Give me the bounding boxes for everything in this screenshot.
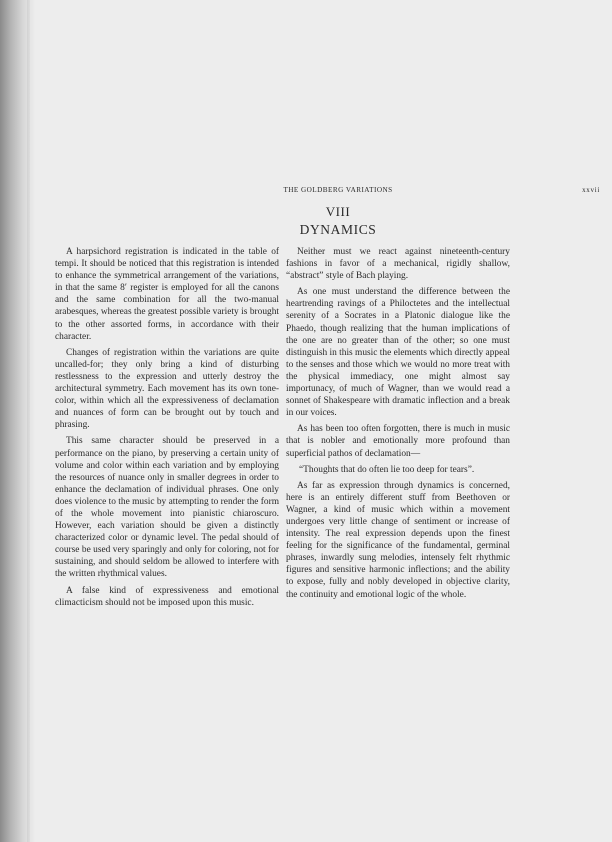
paragraph: A false kind of expressiveness and emotional climacticism should not be imposed upon this music. [55, 585, 279, 608]
right-column [286, 246, 510, 605]
paragraph: As one must understand the difference between the heartrending ravings of a Philoctetes and the intellectual serenity of a Socrates in a Platonic dialogue like the Phaedo, though realizing that the human implications of the one are no greater than of the other; so one must distinguish in this music the elements which directly appeal to the senses and those which we would no more treat with the physical immediacy, one might almost say importunacy, of much of Wagner, than we would read a sonnet of Shakespeare with dramatic inflection and a break in our voices. [286, 287, 510, 419]
paragraph: Changes of registration within the variations are quite uncalled-for; they only bring a kind of disturbing restlessness to the expression and utterly destroy the architectural symmetry. Each movement has its own tone-color, within which all the expressiveness of declamation and nuances of form can be brought out by touch and phrasing. [55, 347, 279, 431]
paragraph: Neither must we react against nineteenth-century fashions in favor of a mechanical, rigidly shallow, “abstract” style of Bach playing. [286, 247, 510, 282]
paragraph: A harpsichord registration is indicated in the table of tempi. It should be noticed that this registration is intended to enhance the symmetrical arrangement of the variations, in that the same 8′ register is employed for all the canons and the same combination for all the two-manual arabesques, whereas the greatest possible variety is brought to the other assorted forms, in accordance with their character. [55, 247, 279, 342]
section-numeral: VIII [325, 204, 351, 219]
quotation: “Thoughts that do often lie too deep for tears”. [299, 464, 475, 475]
left-column [55, 246, 279, 613]
paragraph: This same character should be preserved in a performance on the piano, by preserving a certain unity of volume and color within each variation and by employing the resources of nuance only in smaller degrees in order to enhance the declamation of individual phrases. One only does violence to the music by attempting to render the form of the whole movement into pianistic chiaroscuro. However, each variation should be given a distinctly characterized color or dynamic level. The pedal should of course be used very sparingly and only for coloring, not for sustaining, and should seldom be allowed to interfere with the written rhythmical values. [55, 436, 279, 580]
section-title: DYNAMICS [299, 222, 377, 237]
paragraph: As has been too often forgotten, there is much in music that is nobler and emotionally more profound than superficial pathos of declamation— [286, 424, 510, 459]
page-number: xxvii [582, 186, 600, 194]
gutter-shadow [27, 0, 35, 842]
book-spine-shadow [0, 0, 30, 842]
paragraph: As far as expression through dynamics is concerned, here is an entirely different stuff from Beethoven or Wagner, a kind of music which within a movement undergoes very little change of sentiment or increase of intensity. The real expression depends upon the finest feeling for the significance of the fundamental, germinal phrases, inwardly sung melodies, intensely felt rhythmic figures and sensitive harmonic inflections; and the ability to expose, fully and nobly developed in objective clarity, the continuity and emotional logic of the whole. [286, 480, 510, 600]
running-head: THE GOLDBERG VARIATIONS [283, 186, 393, 194]
